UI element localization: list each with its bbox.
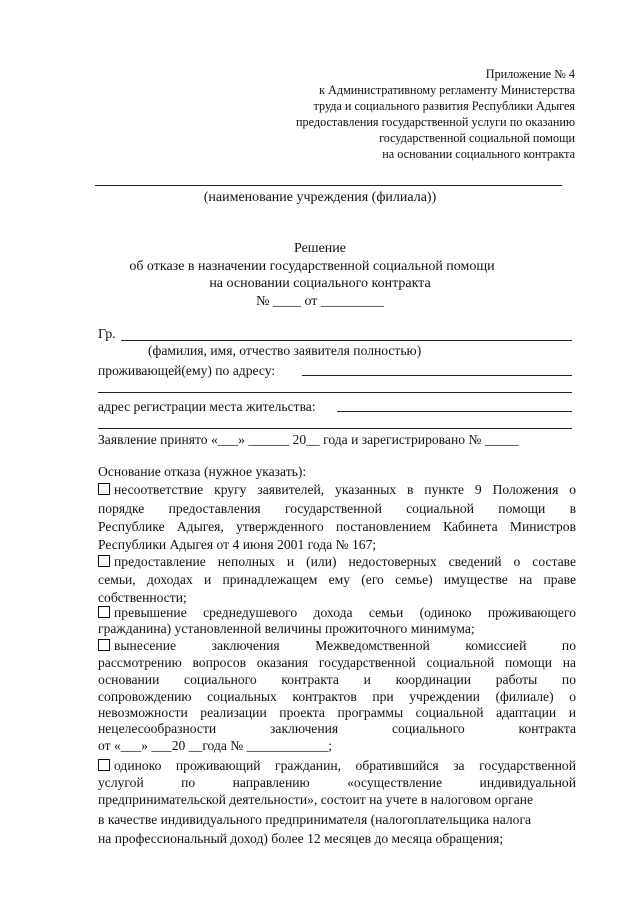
basis-item-line: сопровождению социальных контрактов при учреждении (филиале) о [98,689,576,704]
institution-field-line [95,185,562,186]
checkbox-icon[interactable] [98,759,110,771]
basis-heading: Основание отказа (нужное указать): [98,464,307,479]
basis-item-line: превышение среднедушевого дохода семьи (одиноко проживающего [98,603,576,622]
checkbox-icon[interactable] [98,483,110,495]
basis-item-line: нецелесообразности заключения социального контракта [98,721,576,736]
appendix-line: государственной социальной помощи [379,131,575,145]
basis-item-line: семьи, доходах и принадлежащем ему (его семье) имуществе на праве [98,572,576,587]
basis-item-line: рассмотрению вопросов оказания государственной социальной помощи на [98,655,576,670]
registration-field-line [337,411,572,412]
address-field-line [302,375,572,376]
checkbox-icon[interactable] [98,555,110,567]
basis-item-line: Республике Адыгея, утвержденного постановлением Кабинета Министров [98,519,576,534]
application-line: Заявление принято «___» ______ 20__ года и зарегистрировано № _____ [98,432,519,447]
basis-item-line: в качестве индивидуального предпринимателя (налогоплательщика налога [98,812,532,827]
basis-item-line: одиноко проживающий гражданин, обратившийся за государственной [98,756,576,775]
basis-item-line: Республики Адыгея от 4 июня 2001 года № 167; [98,537,377,552]
document-title: Решение [293,241,346,256]
address-label: проживающей(ему) по адресу: [98,363,276,378]
fio-field-line [121,340,572,341]
appendix-line: предоставления государственной услуги по оказанию [296,115,575,129]
basis-item-line: порядке предоставления государственной социальной помощи в [98,501,576,516]
registration-field-line-2 [98,428,572,429]
basis-item-line: от «___» ___20 __года № ____________; [98,738,333,753]
address-field-line-2 [98,392,572,393]
basis-item-line: собственности; [98,590,187,605]
registration-label: адрес регистрации места жительства: [98,399,316,414]
checkbox-icon[interactable] [98,639,110,651]
appendix-number: Приложение № 4 [485,67,575,81]
basis-item-line: услугой по направлению «осуществление индивидуальной [98,775,576,790]
basis-item-line: вынесение заключения Межведомственной комиссией по [98,636,576,655]
appendix-line: труда и социального развития Республики Адыгея [313,99,575,113]
appendix-line: на основании социального контракта [382,147,575,161]
basis-item-line: основании социального контракта и координации работы по [98,672,576,687]
institution-caption: (наименование учреждения (филиала)) [203,190,437,205]
appendix-line: к Административному регламенту Министерства [319,83,575,97]
basis-item-line: несоответствие кругу заявителей, указанных в пункте 9 Положения о [98,480,576,499]
fio-caption: (фамилия, имя, отчество заявителя полностью) [148,343,422,358]
document-number-line: № ____ от _________ [256,294,384,309]
basis-item-line: предоставление неполных и (или) недостоверных сведений о составе [98,552,576,571]
document-subtitle: на основании социального контракта [209,276,431,291]
basis-item-line: невозможности реализации проекта программы социальной адаптации и [98,705,576,720]
basis-item-line: на профессиональный доход) более 12 месяцев до месяца обращения; [98,831,504,846]
basis-item-line: гражданина) установленной величины прожиточного минимума; [98,621,475,636]
checkbox-icon[interactable] [98,606,110,618]
document-subtitle: об отказе в назначении государственной социальной помощи [129,259,495,274]
gr-label: Гр. [98,327,116,342]
basis-item-line: предпринимательской деятельности», состоит на учете в налоговом органе [98,792,534,807]
